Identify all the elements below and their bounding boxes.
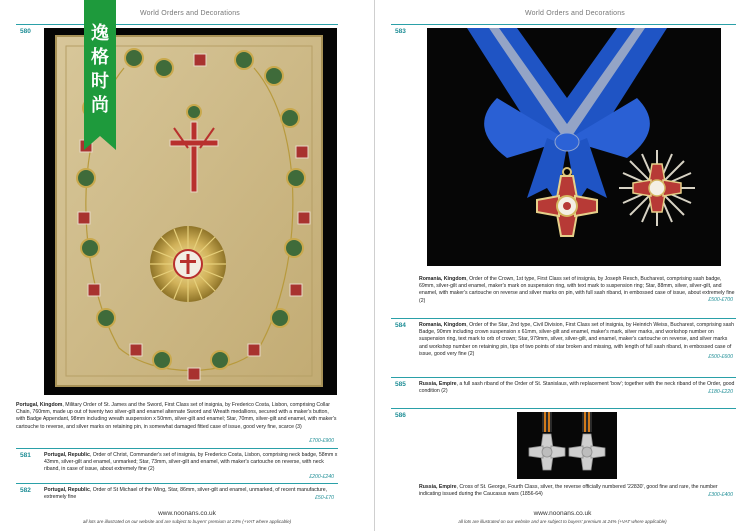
running-title-left: World Orders and Decorations: [140, 10, 241, 17]
lot-585-estimate: £180-£220: [708, 389, 733, 395]
header-rule-right: [391, 24, 736, 25]
badge-char-4: 尚: [91, 95, 109, 116]
lot-number-585: 585: [395, 381, 406, 388]
lot-586-rule: [391, 408, 736, 409]
lot-number-581: 581: [20, 452, 31, 459]
lot-number-580: 580: [20, 28, 31, 35]
lot-number-583: 583: [395, 28, 406, 35]
lot-582-text: , Order of St Michael of the Wing, Star, 86mm, silver-gilt and enamel, unmarked, of recent manufacture, extremely fine: [44, 487, 328, 501]
order-of-the-crown-image: [427, 28, 721, 266]
badge-char-2: 格: [91, 47, 109, 68]
lot-583-photo: [427, 28, 721, 266]
lot-581-estimate: £200-£240: [309, 474, 334, 480]
lot-583-estimate: £500-£700: [708, 297, 733, 303]
badge-char-3: 时: [91, 71, 109, 92]
lot-580-text: , Military Order of St. James and the Sword, First Class set of insignia, by Frederico Costa, Lisbon, comprising Collar Chain, 760mm, made up out of twenty two silver-gilt and enamel alternate Sword and Wreath medallions, secured with a maker's button, with Badge Appendant, 98mm including wreath suspension x 50mm, silver-gilt and enamel; Star, 70mm, silver-gilt and enamel, with maker's cartouche to reverse, and silver marks on retaining pin, in somewhat damaged fitted case of issue, good very fine, scarce (3): [16, 402, 337, 430]
lot-number-584: 584: [395, 322, 406, 329]
lot-581-rule: [16, 448, 338, 449]
footer-right: [375, 510, 750, 524]
header-rule-left: [16, 24, 338, 25]
lot-582-title: Portugal, Republic: [44, 487, 90, 493]
lot-580-title: Portugal, Kingdom: [16, 402, 63, 408]
lot-584-text: , Order of the Star, 2nd type, Civil Division, First Class set of insignia, by Heinrich Weiss, Bucharest, comprising sash Badge, 90mm including crown suspension x 61mm, silver-gilt and enamel, maker's mark, silver marks, and workshop number on suspension ring, text mark to orb of crown; Star, 979mm, silver, silver-gilt, and enamel, maker's cartouche on reverse, and silver marks and workshop number on retaining pin, tips of two points of star broken and missing, with length of full sash riband, in embossed case of issue, good very fine (2): [419, 322, 735, 357]
lot-585-text: , a full sash riband of the Order of St. Stanislaus, with replacement 'bow'; together with the neck riband of the Order, good condition (2): [419, 381, 735, 395]
badge-lettering: [84, 22, 116, 118]
footer-note-right: all lots are illustrated on our website and are subject to buyers' premium at 24% (+VAT where applicable): [458, 519, 667, 524]
badge-char-1: 逸: [91, 23, 109, 44]
lot-586-title: Russia, Empire: [419, 484, 457, 490]
lot-582-estimate: £50-£70: [314, 495, 334, 501]
lot-581-text: , Order of Christ, Commander's set of insignia, by Frederico Costa, Lisbon, comprising neck badge, 58mm x 43mm, silver-gilt and enamel, unmarked; Star, 73mm, silver-gilt and enamel, with maker's cartouche on reverse, with neck riband, in case of issue, about extremely fine (2): [44, 452, 338, 473]
footer-site-right: www.noonans.co.uk: [533, 510, 592, 517]
lot-586-photo: [517, 412, 617, 479]
lot-584-estimate: £500-£600: [708, 354, 733, 360]
lot-583-title: Romania, Kingdom: [419, 276, 467, 282]
lot-580-description: [16, 402, 338, 431]
lot-586-text: , Cross of St. George, Fourth Class, silver, the reverse officially numbered '22830', good fine and rare, the number indicating issued during the Caucasus wars (1856-64): [419, 484, 718, 498]
lot-584-rule: [391, 318, 736, 319]
lot-580-estimate: £700-£900: [309, 438, 334, 444]
right-page: [375, 0, 750, 531]
running-title-right: World Orders and Decorations: [525, 10, 626, 17]
lot-584-title: Romania, Kingdom: [419, 322, 467, 328]
lot-586-estimate: £300-£400: [708, 492, 733, 498]
lot-583-text: , Order of the Crown, 1st type, First Class set of insignia, by Joseph Resch, Bucharest, comprising sash badge, 69mm, silver-gilt and enamel, maker's mark on suspension ring, with text mark to suspension ring; Star, 88mm, silver, silver-gilt, and enamel, with maker's cartouche on reverse and silver marks on pin, with full sash riband, in embossed case of issue, about extremely fine (2): [419, 276, 735, 304]
lot-585-title: Russia, Empire: [419, 381, 457, 387]
lot-number-582: 582: [20, 487, 31, 494]
footer-left: [0, 510, 374, 524]
lot-582-rule: [16, 483, 338, 484]
lot-581-description: [44, 452, 338, 474]
cross-of-st-george-image: [517, 412, 617, 479]
lot-581-title: Portugal, Republic: [44, 452, 90, 458]
footer-site-left: www.noonans.co.uk: [158, 510, 216, 517]
lot-584-description: [419, 322, 736, 358]
footer-note-left: all lots are illustrated on our website and are subject to buyers' premium at 24% (+VAT where applicable): [82, 519, 292, 524]
lot-585-rule: [391, 377, 736, 378]
lot-number-586: 586: [395, 412, 406, 419]
